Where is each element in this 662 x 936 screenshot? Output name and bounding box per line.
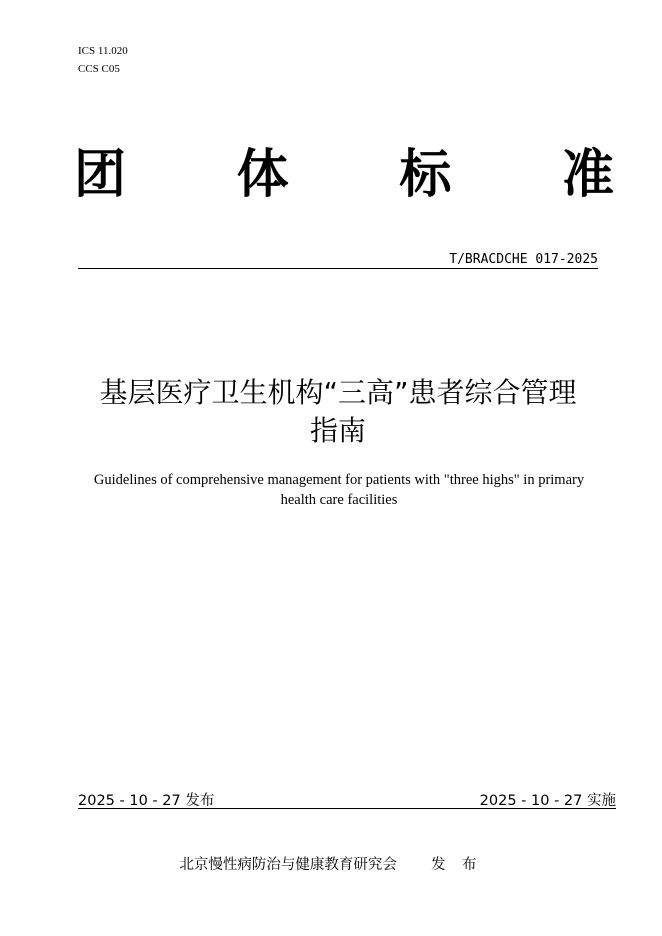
standard-type-heading bbox=[74, 140, 614, 210]
standard-type-char: 团 bbox=[74, 145, 127, 205]
english-title bbox=[66, 470, 612, 510]
standard-type-char: 标 bbox=[399, 145, 452, 205]
release-date: 2025 - 10 - 27 发布 bbox=[78, 793, 215, 809]
english-title-line: health care facilities bbox=[280, 492, 398, 508]
standard-code: T/BRACDCHE 017-2025 bbox=[449, 252, 598, 267]
publisher-action: 发 布 bbox=[430, 857, 483, 873]
chinese-title-line: 指南 bbox=[309, 414, 366, 447]
standard-type-char: 准 bbox=[561, 145, 614, 205]
english-title-line: Guidelines of comprehensive management for patients with "three highs" in primary bbox=[93, 472, 585, 488]
ics-code: ICS 11.020 bbox=[78, 45, 128, 57]
chinese-title-line: 基层医疗卫生机构“三高”患者综合管理 bbox=[99, 376, 577, 409]
publisher-name: 北京慢性病防治与健康教育研究会 bbox=[179, 857, 397, 873]
header-divider bbox=[78, 268, 598, 269]
ccs-code: CCS C05 bbox=[78, 63, 120, 75]
chinese-title bbox=[60, 374, 616, 450]
footer-divider bbox=[78, 808, 616, 809]
standard-type-char: 体 bbox=[236, 145, 289, 205]
publisher-line bbox=[0, 853, 662, 874]
implement-date: 2025 - 10 - 27 实施 bbox=[479, 793, 616, 809]
